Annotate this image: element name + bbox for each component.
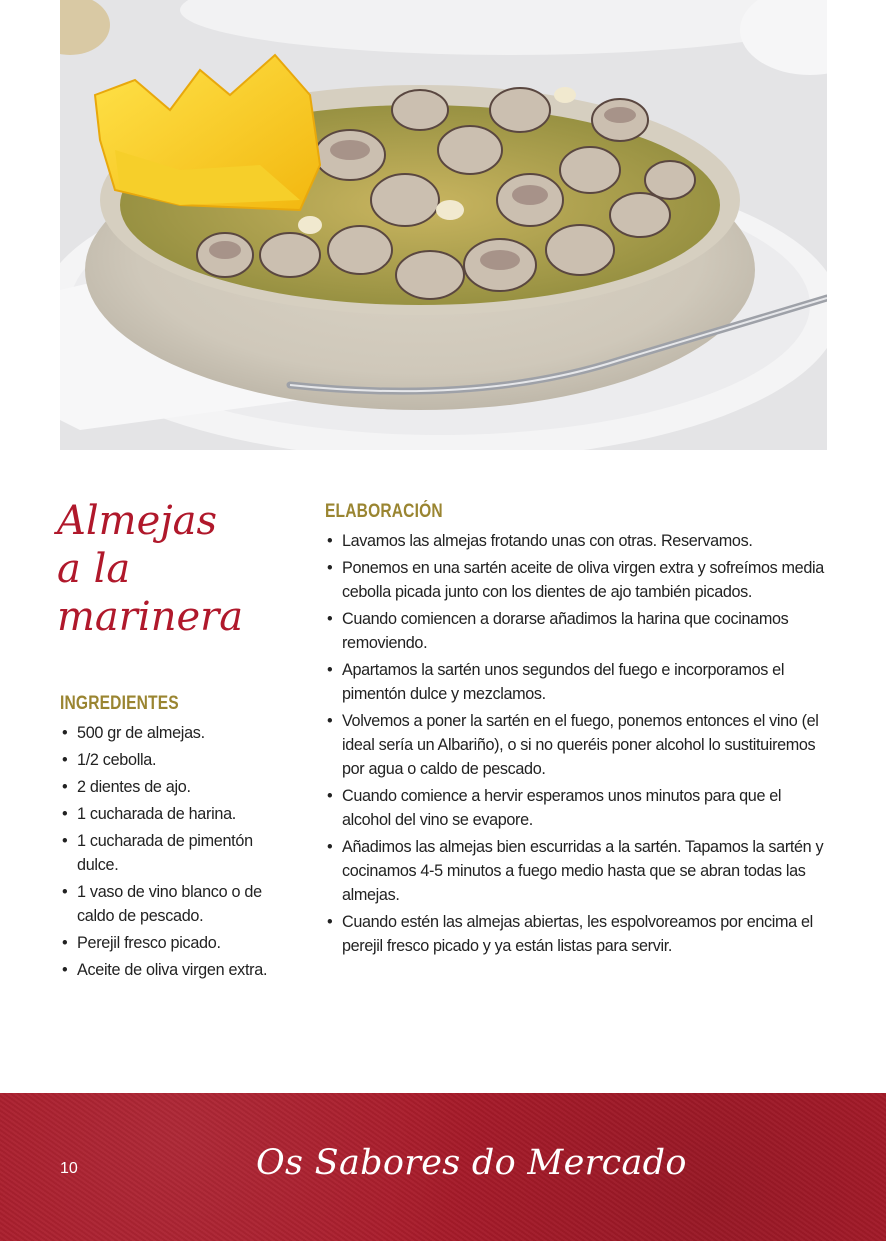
list-item [60, 748, 285, 772]
recipe-title: Almejas a la marinera [57, 498, 244, 640]
list-item [325, 658, 830, 706]
bullet-icon: • [327, 838, 333, 856]
list-item [325, 556, 830, 604]
step-text: Cuando comience a hervir esperamos unos minutos para que el alcohol del vino se evapore. [342, 787, 782, 829]
list-item [60, 829, 285, 877]
list-item [60, 775, 285, 799]
list-item [60, 958, 285, 982]
bullet-icon: • [62, 934, 68, 952]
recipe-photo [60, 0, 827, 450]
ingredient-text: 1 cucharada de harina. [77, 805, 236, 823]
ingredient-text: Aceite de oliva virgen extra. [77, 961, 268, 979]
step-text: Añadimos las almejas bien escurridas a la sartén. Tapamos la sartén y cocinamos 4-5 minutos a fuego medio hasta que se abran todas las almejas. [342, 838, 824, 904]
ingredients-heading: INGREDIENTES [60, 693, 179, 714]
bullet-icon: • [327, 712, 333, 730]
ingredient-text: 1 vaso de vino blanco o de caldo de pescado. [77, 883, 262, 925]
ingredients-list [60, 721, 285, 982]
bullet-icon: • [327, 661, 333, 679]
clams-dish-illustration [60, 0, 827, 450]
list-item [60, 880, 285, 928]
bullet-icon: • [62, 832, 68, 850]
bullet-icon: • [62, 805, 68, 823]
bullet-icon: • [327, 532, 333, 550]
publication-title: Os Sabores do Mercado [256, 1143, 687, 1183]
bullet-icon: • [62, 751, 68, 769]
bullet-icon: • [62, 961, 68, 979]
elaboration-heading: ELABORACIÓN [325, 501, 443, 522]
list-item [325, 709, 830, 781]
step-text: Ponemos en una sartén aceite de oliva virgen extra y sofreímos media cebolla picada junto con los dientes de ajo también picados. [342, 559, 824, 601]
bullet-icon: • [327, 610, 333, 628]
step-text: Cuando comiencen a dorarse añadimos la harina que cocinamos removiendo. [342, 610, 789, 652]
step-text: Apartamos la sartén unos segundos del fuego e incorporamos el pimentón dulce y mezclamos. [342, 661, 785, 703]
ingredient-text: 500 gr de almejas. [77, 724, 205, 742]
ingredients-section [60, 693, 285, 985]
ingredient-text: 1 cucharada de pimentón dulce. [77, 832, 253, 874]
list-item [325, 910, 830, 958]
list-item [60, 802, 285, 826]
elaboration-section [325, 501, 830, 961]
step-text: Lavamos las almejas frotando unas con otras. Reservamos. [342, 532, 753, 550]
list-item [325, 529, 830, 553]
bullet-icon: • [327, 787, 333, 805]
page-number: 10 [60, 1160, 78, 1177]
bullet-icon: • [327, 913, 333, 931]
list-item [325, 607, 830, 655]
list-item [60, 721, 285, 745]
step-text: Cuando estén las almejas abiertas, les espolvoreamos por encima el perejil fresco picado y ya están listas para servir. [342, 913, 813, 955]
bullet-icon: • [62, 883, 68, 901]
ingredient-text: 2 dientes de ajo. [77, 778, 191, 796]
list-item [325, 784, 830, 832]
ingredient-text: Perejil fresco picado. [77, 934, 221, 952]
bullet-icon: • [327, 559, 333, 577]
step-text: Volvemos a poner la sartén en el fuego, ponemos entonces el vino (el ideal sería un Albariño), o si no queréis poner alcohol lo sustituiremos por agua o caldo de pescado. [342, 712, 819, 778]
list-item [60, 931, 285, 955]
bullet-icon: • [62, 778, 68, 796]
bullet-icon: • [62, 724, 68, 742]
ingredient-text: 1/2 cebolla. [77, 751, 157, 769]
list-item [325, 835, 830, 907]
elaboration-steps [325, 529, 830, 958]
